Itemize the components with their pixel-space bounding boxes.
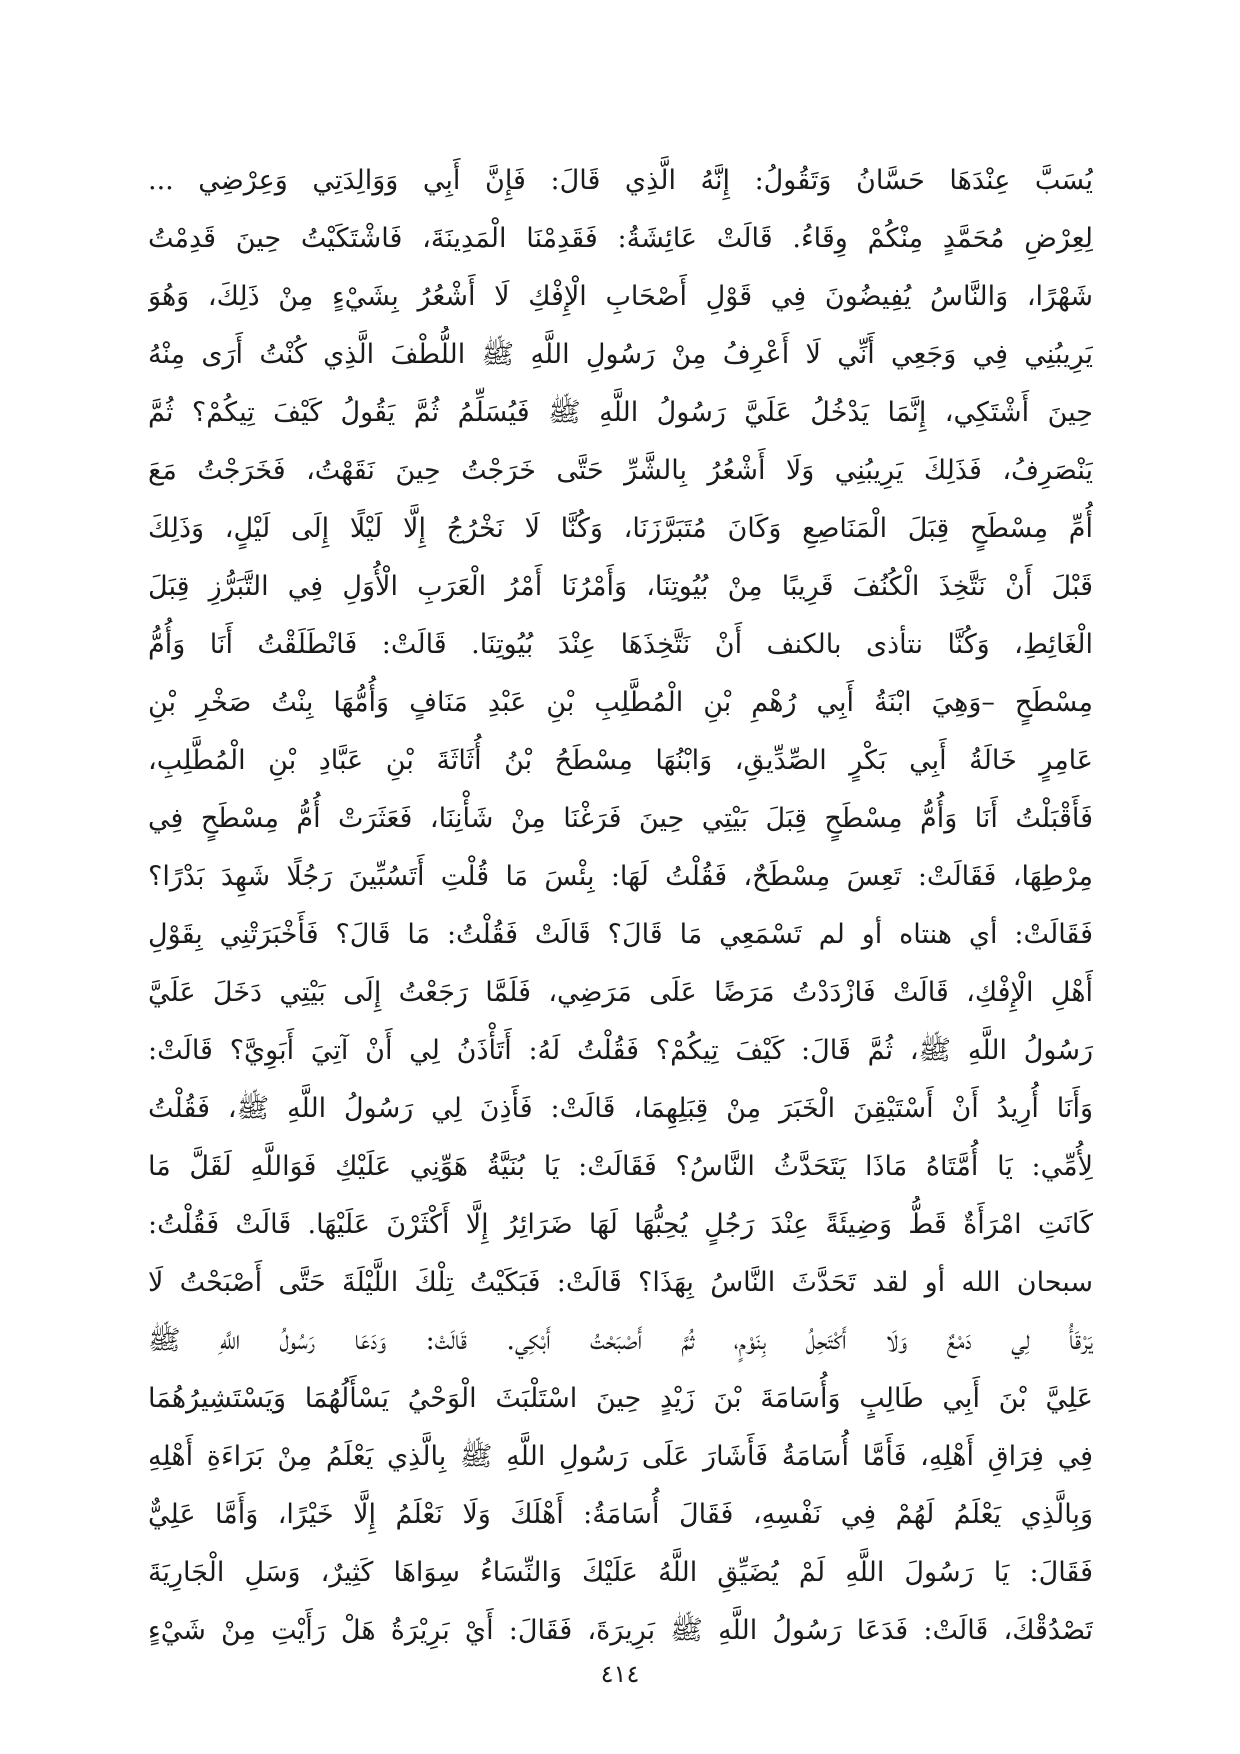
text-line: فَأَقْبَلْتُ أَنَا وَأُمُّ مِسْطَحٍ قِبَلَ بَيْتِي حِينَ فَرَغْنَا مِنْ شَأْنِنَا، فَعَثَرَتْ أُمُّ مِسْطَحٍ فِي (148, 803, 1093, 834)
text-line: تَصْدُقْكَ، قَالَتْ: فَدَعَا رَسُولُ اللَّهِ ﷺ بَرِيرَةَ، فَقَالَ: أَيْ بَرِيْرَةُ هَلْ رَأَيْتِ مِنْ شَيْءٍ (148, 1615, 1093, 1646)
text-line: وَأَنَا أُرِيدُ أَنْ أَسْتَيْقِنَ الْخَبَرَ مِنْ قِبَلِهِمَا، قَالَتْ: فَأَذِنَ لِي رَسُولُ اللَّهِ ﷺ، فَقُلْتُ (148, 1093, 1093, 1124)
text-line: فَقَالَ: يَا رَسُولَ اللَّهِ لَمْ يُضَيِّقِ اللَّهُ عَلَيْكَ وَالنِّسَاءُ سِوَاهَا كَثِيرٌ، وَسَلِ الْجَارِيَةَ (148, 1557, 1093, 1588)
text-line: سبحان الله أو لقد تَحَدَّثَ النَّاسُ بِهَذَا؟ قَالَتْ: فَبَكَيْتُ تِلْكَ اللَّيْلَةَ حَتَّى أَصْبَحْتُ لَا (148, 1267, 1093, 1298)
text-line: يَرِيبُنِي فِي وَجَعِي أَنِّي لَا أَعْرِفُ مِنْ رَسُولِ اللَّهِ ﷺ اللُّطْفَ الَّذِي كُنْتُ أَرَى مِنْهُ (148, 339, 1093, 370)
body-text (148, 152, 1093, 1660)
text-line: أَهْلِ الْإِفْكِ، قَالَتْ فَازْدَدْتُ مَرَضًا عَلَى مَرَضِي، فَلَمَّا رَجَعْتُ إِلَى بَيْتِي دَخَلَ عَلَيَّ (148, 977, 1093, 1008)
text-line: حِينَ أَشْتَكِي، إِنَّمَا يَدْخُلُ عَلَيَّ رَسُولُ اللَّهِ ﷺ فَيُسَلِّمُ ثُمَّ يَقُولُ كَيْفَ تِيكُمْ؟ ثُمَّ (148, 397, 1093, 428)
text-line: عَامِرٍ خَالَةُ أَبِي بَكْرٍ الصِّدِّيقِ، وَابْنُهَا مِسْطَحُ بْنُ أُثَاثَةَ بْنِ عَبَّادِ بْنِ الْمُطَّلِبِ، (148, 745, 1093, 776)
text-line: يَنْصَرِفُ، فَذَلِكَ يَرِيبُنِي وَلَا أَشْعُرُ بِالشَّرِّ حَتَّى خَرَجْتُ حِينَ نَقَهْتُ، فَخَرَجْتُ مَعَ (148, 455, 1093, 486)
text-line: قَبْلَ أَنْ نَتَّخِذَ الْكُنُفَ قَرِيبًا مِنْ بُيُوتِنَا، وَأَمْرُنَا أَمْرُ الْعَرَبِ الْأُوَلِ فِي التَّبَرُّزِ قِبَلَ (148, 571, 1093, 602)
text-line: وَبِالَّذِي يَعْلَمُ لَهُمْ فِي نَفْسِهِ، فَقَالَ أُسَامَةُ: أَهْلَكَ وَلَا نَعْلَمُ إِلَّا خَيْرًا، وَأَمَّا عَلِيٌّ (148, 1499, 1093, 1530)
text-line: لِأُمِّي: يَا أُمَّتَاهُ مَاذَا يَتَحَدَّثُ النَّاسُ؟ فَقَالَتْ: يَا بُنَيَّةُ هَوِّنِي عَلَيْكِ فَوَاللَّهِ لَقَلَّ مَا (148, 1151, 1093, 1182)
text-line: فَقَالَتْ: أي هنتاه أو لم تَسْمَعِي مَا قَالَ؟ قَالَتْ فَقُلْتُ: مَا قَالَ؟ فَأَخْبَرَتْنِي بِقَوْلِ (148, 919, 1093, 950)
text-line: يَرْقَأُ لِي دَمْعٌ وَلَا أَكْتَحِلُ بِنَوْمٍ، ثُمَّ أَصْبَحْتُ أَبْكِي. قَالَتْ: وَدَعَا رَسُولُ اللَّهِ ﷺ (148, 1325, 1093, 1356)
text-line: أُمِّ مِسْطَحٍ قِبَلَ الْمَنَاصِعِ وَكَانَ مُتَبَرَّزَنَا، وَكُنَّا لَا نَخْرُجُ إِلَّا لَيْلًا إِلَى لَيْلٍ، وَذَلِكَ (148, 513, 1093, 544)
text-line: لِعِرْضِ مُحَمَّدٍ مِنْكُمْ وِقَاءُ. قَالَتْ عَائِشَةُ: فَقَدِمْنَا الْمَدِينَةَ، فَاشْتَكَيْتُ حِينَ قَدِمْتُ (148, 223, 1093, 254)
text-line: مِسْطَحٍ –وَهِيَ ابْنَةُ أَبِي رُهْمِ بْنِ الْمُطَّلِبِ بْنِ عَبْدِ مَنَافٍ وَأُمُّهَا بِنْتُ صَخْرِ بْنِ (148, 687, 1093, 718)
text-line: رَسُولُ اللَّهِ ﷺ، ثُمَّ قَالَ: كَيْفَ تِيكُمْ؟ فَقُلْتُ لَهُ: أَتَأْذَنُ لِي أَنْ آتِيَ أَبَوِيَّ؟ قَالَتْ: (148, 1035, 1093, 1066)
text-line: عَلِيَّ بْنَ أَبِي طَالِبٍ وَأُسَامَةَ بْنَ زَيْدٍ حِينَ اسْتَلْبَثَ الْوَحْيُ يَسْأَلُهُمَا وَيَسْتَشِيرُهُمَا (148, 1383, 1093, 1414)
text-line: الْغَائِطِ، وَكُنَّا نتأذى بالكنف أَنْ نَتَّخِذَهَا عِنْدَ بُيُوتِنَا. قَالَتْ: فَانْطَلَقْتُ أَنَا وَأُمُّ (148, 629, 1093, 660)
text-line: كَانَتِ امْرَأَةٌ قَطُّ وَضِيئَةً عِنْدَ رَجُلٍ يُحِبُّهَا لَهَا ضَرَائِرُ إِلَّا أَكْثَرْنَ عَلَيْهَا. قَالَتْ فَقُلْتُ: (148, 1209, 1093, 1240)
text-line: يُسَبَّ عِنْدَهَا حَسَّانُ وَتَقُولُ: إِنَّهُ الَّذِي قَالَ: فَإِنَّ أَبِي وَوَالِدَتِي وَعِرْضِي ... (148, 165, 1093, 196)
text-line: مِرْطِهَا، فَقَالَتْ: تَعِسَ مِسْطَحٌ، فَقُلْتُ لَهَا: بِئْسَ مَا قُلْتِ أَتَسُبِّينَ رَجُلًا شَهِدَ بَدْرًا؟ (148, 861, 1093, 892)
text-line: فِي فِرَاقِ أَهْلِهِ، فَأَمَّا أُسَامَةُ فَأَشَارَ عَلَى رَسُولِ اللَّهِ ﷺ بِالَّذِي يَعْلَمُ مِنْ بَرَاءَةِ أَهْلِهِ (148, 1441, 1093, 1472)
page-number: ٤١٤ (600, 1660, 640, 1688)
text-line: شَهْرًا، وَالنَّاسُ يُفِيضُونَ فِي قَوْلِ أَصْحَابِ الْإِفْكِ لَا أَشْعُرُ بِشَيْءٍ مِنْ ذَلِكَ، وَهُوَ (148, 281, 1093, 312)
